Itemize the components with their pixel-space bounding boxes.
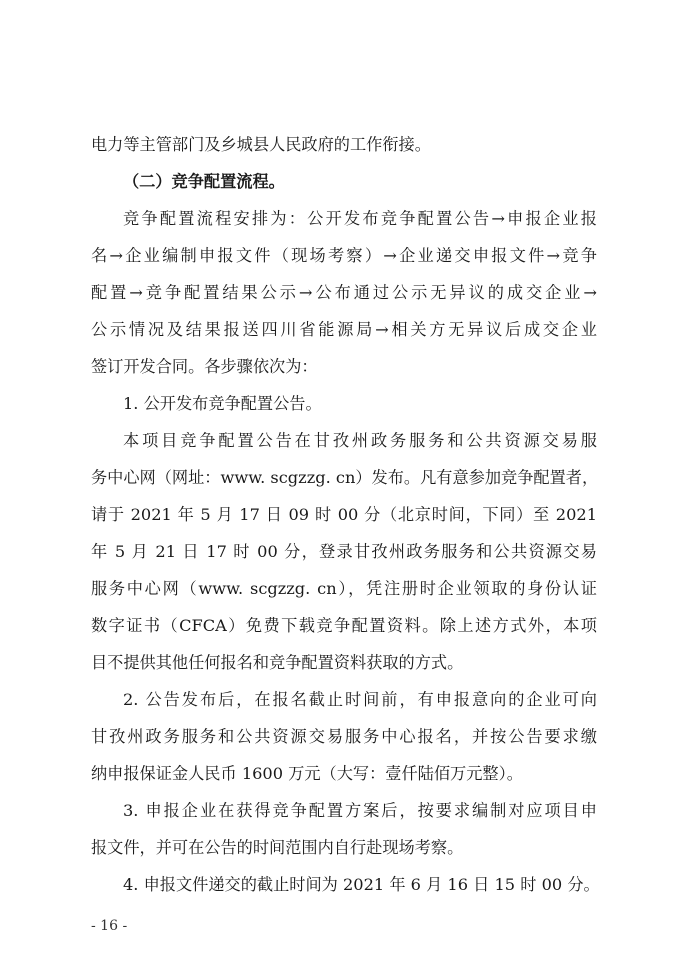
text-line: 数字证书（CFCA）免费下载竞争配置资料。除上述方式外，本项 <box>91 616 597 635</box>
list-item-title: 1. 公开发布竞争配置公告。 <box>123 394 322 413</box>
section-heading: （二）竞争配置流程。 <box>123 172 285 191</box>
text-line: 本项目竞争配置公告在甘孜州政务服务和公共资源交易服 <box>123 431 597 450</box>
page-number: - 16 - <box>91 918 128 934</box>
text-line: 甘孜州政务服务和公共资源交易服务中心报名，并按公告要求缴 <box>91 727 597 746</box>
list-item: 4. 申报文件递交的截止时间为 2021 年 6 月 16 日 15 时 00 分。 <box>123 875 600 894</box>
text-line: 配置→竞争配置结果公示→公布通过公示无异议的成交企业→ <box>91 283 597 302</box>
list-item: 2. 公告发布后，在报名截止时间前，有申报意向的企业可向 <box>123 690 597 709</box>
text-line: 公示情况及结果报送四川省能源局→相关方无异议后成交企业 <box>91 320 597 339</box>
text-line: 务中心网（网址：www. scgzzg. cn）发布。凡有意参加竞争配置者， <box>91 468 599 487</box>
text-line: 电力等主管部门及乡城县人民政府的工作衔接。 <box>91 135 431 154</box>
text-line: 名→企业编制申报文件（现场考察）→企业递交申报文件→竞争 <box>91 246 597 265</box>
text-line: 服务中心网（www. scgzzg. cn），凭注册时企业领取的身份认证 <box>91 579 597 598</box>
list-item: 3. 申报企业在获得竞争配置方案后，按要求编制对应项目申 <box>123 801 597 820</box>
text-line: 签订开发合同。各步骤依次为： <box>91 357 318 376</box>
text-line: 年 5 月 21 日 17 时 00 分，登录甘孜州政务服务和公共资源交易 <box>91 542 597 561</box>
text-line: 竞争配置流程安排为：公开发布竞争配置公告→申报企业报 <box>123 209 597 228</box>
text-line: 请于 2021 年 5 月 17 日 09 时 00 分（北京时间，下同）至 2021 <box>91 505 597 524</box>
text-line: 纳申报保证金人民币 1600 万元（大写：壹仟陆佰万元整）。 <box>91 764 523 783</box>
text-line: 报文件，并可在公告的时间范围内自行赴现场考察。 <box>91 838 464 857</box>
text-line: 目不提供其他任何报名和竞争配置资料获取的方式。 <box>91 653 464 672</box>
